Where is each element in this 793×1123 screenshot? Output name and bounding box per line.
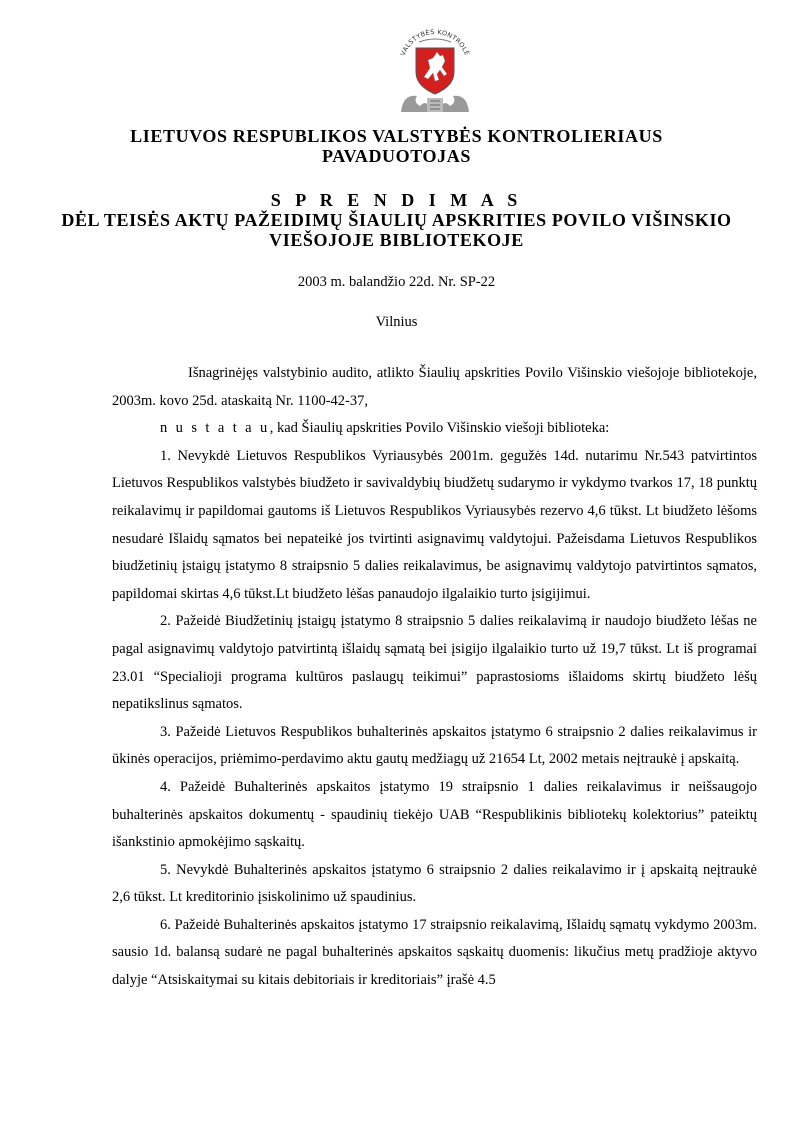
establishes-text: , kad Šiaulių apskrities Povilo Višinskio viešoji biblioteka: xyxy=(269,420,610,437)
emblem-ring-text: VALSTYBĖS KONTROLĖ xyxy=(398,27,472,57)
document-type: S P R E N D I M A S xyxy=(270,190,523,210)
finding-item: 3. Pažeidė Lietuvos Respublikos buhalterinės apskaitos įstatymo 6 straipsnio 2 dalies reikalavimus ir ūkinės operacijos, priėmimo-perdavimo aktu gautų medžiagų už 21654 Lt, 2002 metais neįtraukė į apskaitą. xyxy=(112,723,757,768)
place-of-issue: Vilnius xyxy=(375,314,418,330)
date-and-number: 2003 m. balandžio 22d. Nr. SP-22 xyxy=(297,274,496,290)
finding-item: 5. Nevykdė Buhalterinės apskaitos įstatymo 6 straipsnio 2 dalies reikalavimo ir į apskaitą neįtraukė 2,6 tūkst. Lt kreditorinio įsiskolinimo už spaudinius. xyxy=(112,861,757,906)
establishes-paragraph xyxy=(112,415,757,443)
document-subject: DĖL TEISĖS AKTŲ PAŽEIDIMŲ ŠIAULIŲ APSKRITIES POVILO VIŠINSKIO VIEŠOJOJE BIBLIOTEKOJE xyxy=(61,210,732,250)
finding-item: 2. Pažeidė Biudžetinių įstaigų įstatymo 8 straipsnio 5 dalies reikalavimą ir naudojo biudžeto lėšas ne pagal asignavimų valdytojo patvirtintą išlaidų sąmatą bei įsigijo ilgalaikio turto už 19,7 tūkst. Lt iš programai 23.01 “Specialioji programa kultūros paslaugų teikimui” paprastosioms išlaidoms skirtų biudžeto lėšų nepatikslinus sąmatos. xyxy=(112,613,757,713)
decision-body xyxy=(112,360,757,995)
finding-item: 6. Pažeidė Buhalterinės apskaitos įstatymo 17 straipsnio reikalavimą, Išlaidų sąmatų vykdymo 2003m. sausio 1d. balansą sudarė ne pagal buhalterinės apskaitos sąskaitų duomenis: likučius metų pradžioje aktyvo dalyje “Atsiskaitymai su kitais debitoriais ir kreditoriais” įrašė 4.5 xyxy=(112,916,757,989)
establishes-word: n u s t a t a u xyxy=(160,420,270,437)
issuing-authority: LIETUVOS RESPUBLIKOS VALSTYBĖS KONTROLIERIAUS PAVADUOTOJAS xyxy=(130,126,663,166)
intro-paragraph: Išnagrinėjęs valstybinio audito, atlikto Šiaulių apskrities Povilo Višinskio viešojoje bibliotekoje, 2003m. kovo 25d. ataskaitą Nr. 1100-42-37, xyxy=(112,365,757,409)
finding-item: 4. Pažeidė Buhalterinės apskaitos įstatymo 19 straipsnio 1 dalies reikalavimus ir neišsaugojo buhalterinės apskaitos dokumentų - spaudinių tiekėjo UAB “Respublikinis bibliotekų kolektorius” pateiktų išankstinio apmokėjimo sąskaitų. xyxy=(112,778,757,851)
finding-item: 1. Nevykdė Lietuvos Respublikos Vyriausybės 2001m. gegužės 14d. nutarimu Nr.543 patvirtintos Lietuvos Respublikos valstybės biudžeto ir savivaldybių biudžetų sudarymo ir vykdymo tvarkos 17, 18 punktų reikalavimų ir papildomai gautoms iš Lietuvos Respublikos Vyriausybės rezervo 4,6 tūkst. Lt biudžeto lėšoms nesudarė Išlaidų sąmatos bei nepateikė jos tvirtinti asignavimų valdytojui. Pažeisdama Lietuvos Respublikos biudžetinių įstaigų įstatymo 8 straipsnio 5 dalies reikalavimus, be asignavimų valdytojo patvirtintos sąmatos, papildomai skirtas 4,6 tūkst.Lt biudžeto lėšas panaudojo ilgalaikio turto įsigijimui. xyxy=(112,447,757,602)
state-control-emblem-icon xyxy=(393,22,477,118)
